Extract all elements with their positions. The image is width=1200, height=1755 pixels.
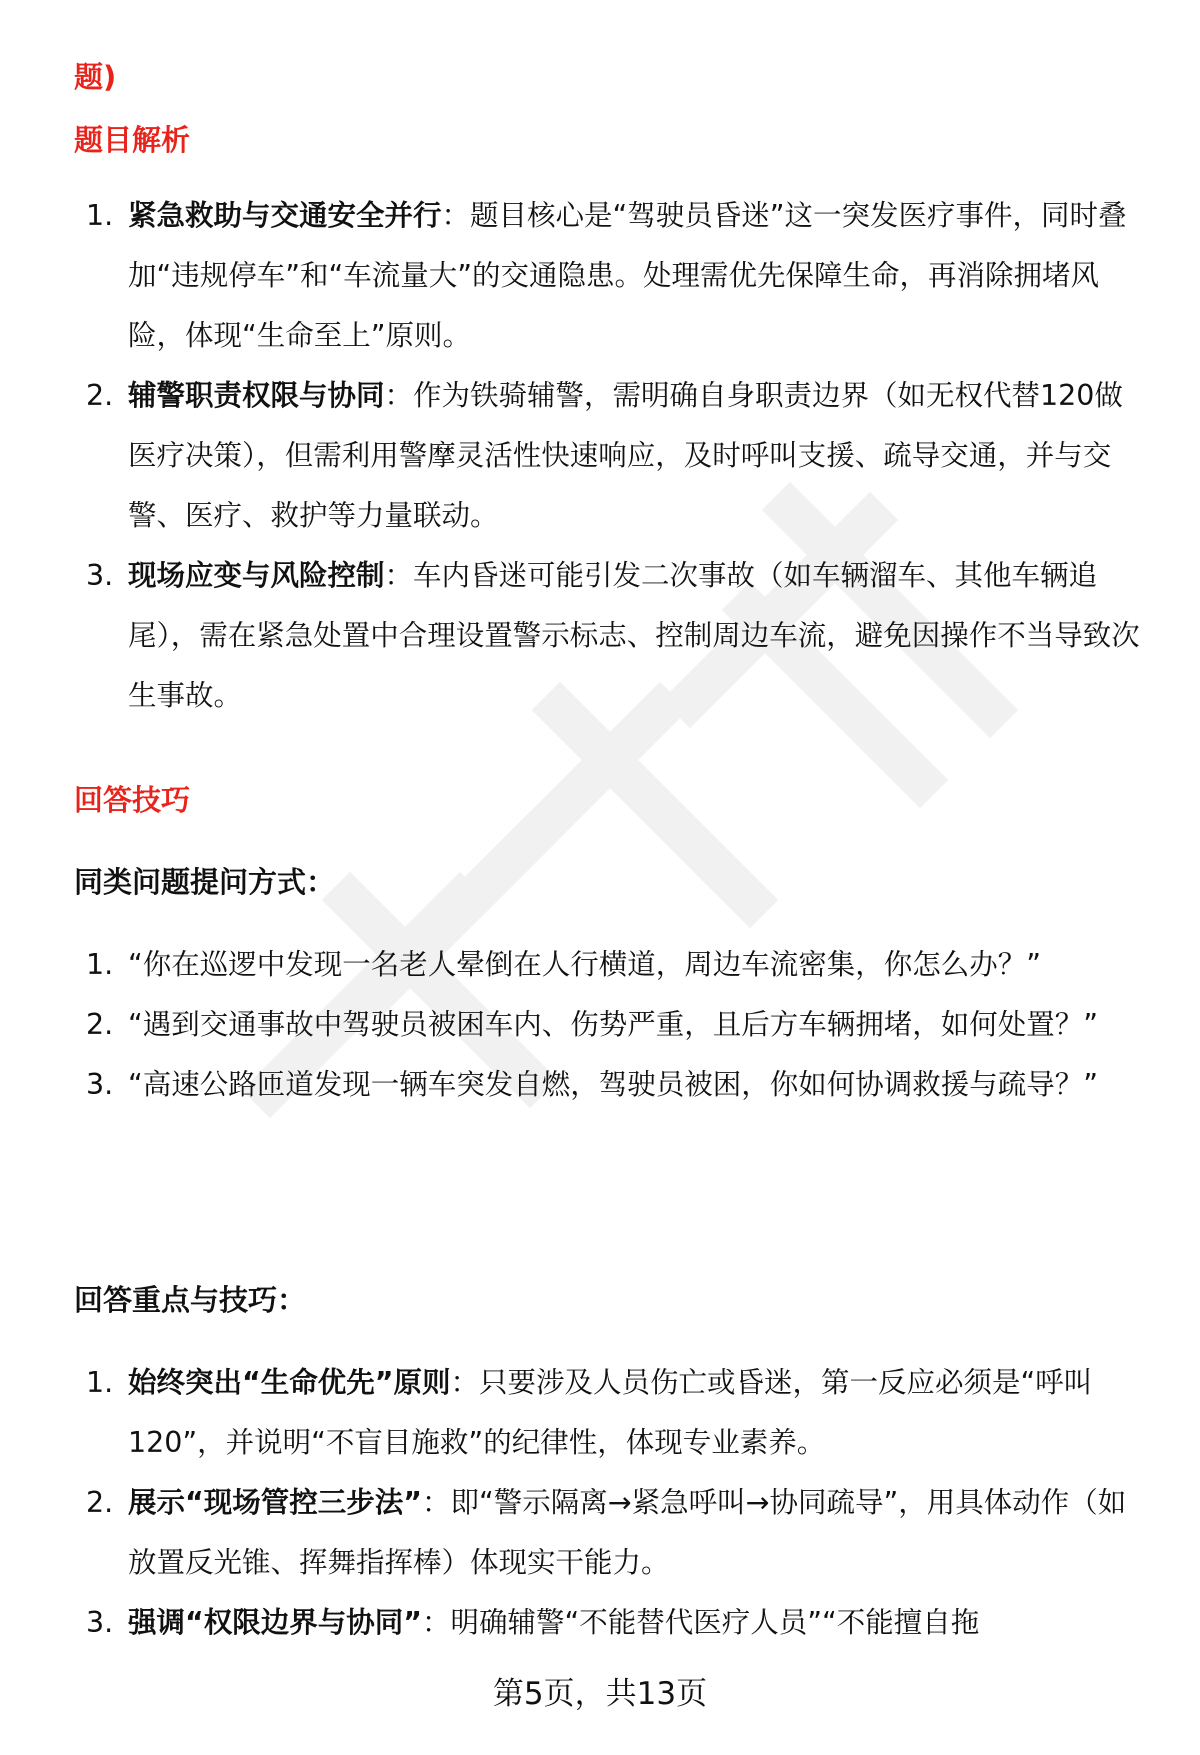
list-item: 1. 紧急救助与交通安全并行：题目核心是“驾驶员昏迷”这一突发医疗事件，同时叠加“违规停车”和“车流量大”的交通隐患。处理需优先保障生命，再消除拥堵风险，体现“生命至上”原则。: [86, 199, 1127, 352]
list-item: 3. 强调“权限边界与协同”：明确辅警“不能替代医疗人员”“不能擅自拖: [86, 1606, 980, 1639]
list-item: 2. “遇到交通事故中驾驶员被困车内、伤势严重，且后方车辆拥堵，如何处置？”: [86, 1008, 1099, 1041]
list-item: 3. “高速公路匝道发现一辆车突发自燃，驾驶员被困，你如何协调救援与疏导？”: [86, 1068, 1099, 1101]
subsection-title-key-points: 回答重点与技巧：: [74, 1283, 307, 1317]
subsection-title-question-forms: 同类问题提问方式：: [74, 865, 336, 899]
question-forms-list: [74, 935, 1144, 1115]
section-title-techniques: 回答技巧: [74, 783, 191, 817]
key-points-list: [74, 1353, 1144, 1653]
list-item: 3. 现场应变与风险控制：车内昏迷可能引发二次事故（如车辆溜车、其他车辆追尾），需在紧急处置中合理设置警示标志、控制周边车流，避免因操作不当导致次生事故。: [86, 559, 1140, 712]
list-item: 2. 辅警职责权限与协同：作为铁骑辅警，需明确自身职责边界（如无权代替120做医疗决策），但需利用警摩灵活性快速响应，及时呼叫支援、疏导交通，并与交警、医疗、救护等力量联动。: [86, 379, 1123, 532]
list-item: 2. 展示“现场管控三步法”：即“警示隔离→紧急呼叫→协同疏导”，用具体动作（如放置反光锥、挥舞指挥棒）体现实干能力。: [86, 1486, 1127, 1579]
analysis-list: [74, 186, 1144, 726]
top-fragment: 题): [74, 60, 117, 94]
list-item: 1. 始终突出“生命优先”原则：只要涉及人员伤亡或昏迷，第一反应必须是“呼叫120”，并说明“不盲目施救”的纪律性，体现专业素养。: [86, 1366, 1093, 1459]
list-item: 1. “你在巡逻中发现一名老人晕倒在人行横道，周边车流密集，你怎么办？”: [86, 948, 1042, 981]
page-number-footer: 第5页，共13页: [492, 1676, 708, 1712]
section-title-analysis: 题目解析: [74, 123, 191, 157]
